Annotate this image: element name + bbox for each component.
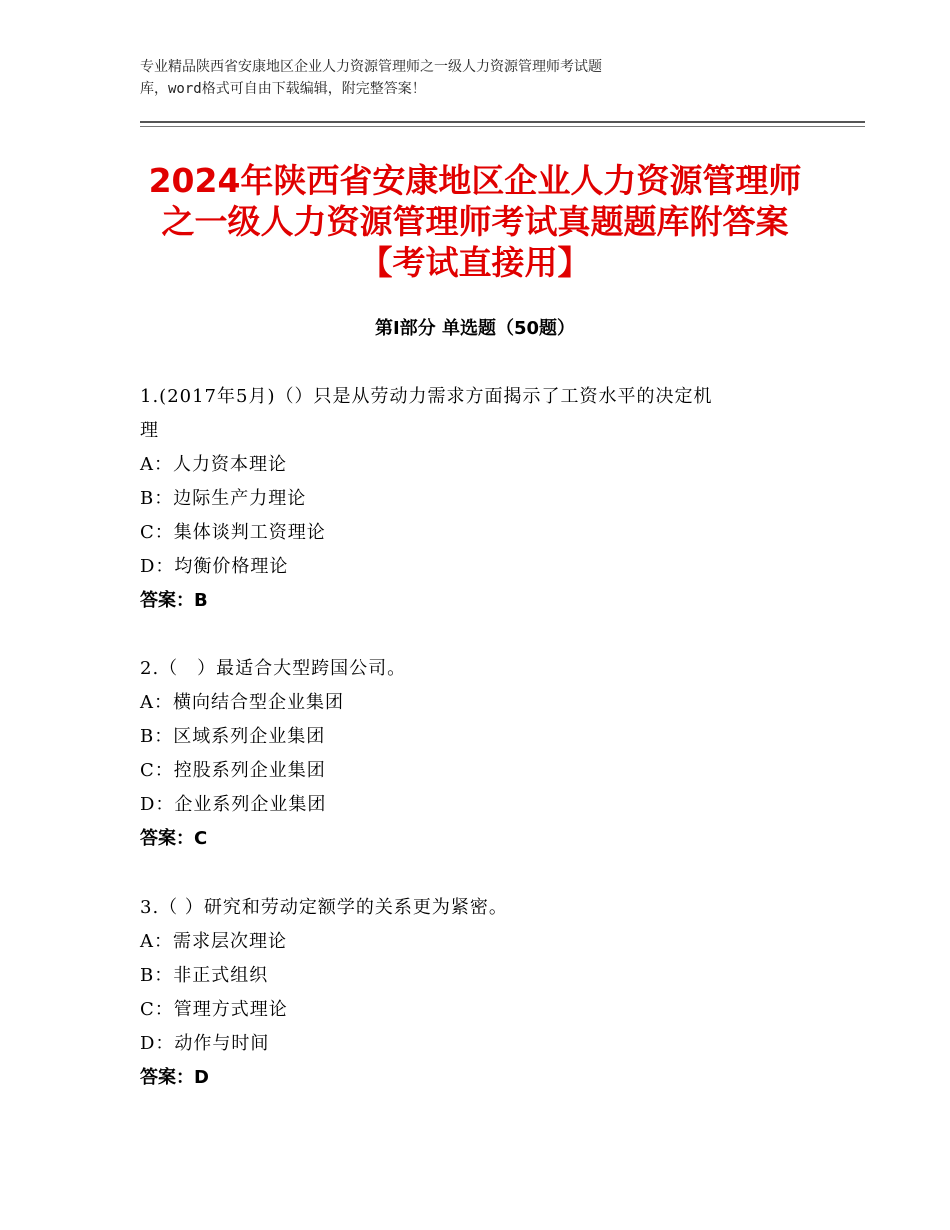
- question-2-stem: 2.（ ）最适合大型跨国公司。: [140, 658, 407, 679]
- header-note-line-2: 库，word格式可自由下载编辑，附完整答案！: [140, 81, 426, 97]
- document-title-line-1: 2024年陕西省安康地区企业人力资源管理师: [148, 161, 802, 200]
- question-2: [140, 652, 840, 856]
- question-3-option-d: D：动作与时间: [140, 1033, 270, 1054]
- question-1-option-d: D：均衡价格理论: [140, 556, 289, 577]
- question-1: [140, 380, 840, 618]
- document-title: [100, 160, 850, 283]
- question-3-answer: 答案：D: [140, 1067, 209, 1088]
- question-1-stem: 1.(2017年5月)（）只是从劳动力需求方面揭示了工资水平的决定机: [140, 386, 713, 407]
- question-1-option-a: A：人力资本理论: [140, 454, 287, 475]
- document-title-line-3: 【考试直接用】: [359, 243, 591, 282]
- question-3-stem: 3.（ ）研究和劳动定额学的关系更为紧密。: [140, 897, 508, 918]
- question-2-option-b: B：区域系列企业集团: [140, 726, 326, 747]
- question-1-option-b: B：边际生产力理论: [140, 488, 307, 509]
- question-3: [140, 891, 840, 1095]
- document-title-line-2: 之一级人力资源管理师考试真题题库附答案: [161, 202, 789, 241]
- question-2-answer: 答案：C: [140, 828, 208, 849]
- question-1-answer: 答案：B: [140, 590, 208, 611]
- section-heading: 第Ⅰ部分 单选题（50题）: [374, 318, 575, 339]
- question-2-option-a: A：横向结合型企业集团: [140, 692, 344, 713]
- question-3-option-a: A：需求层次理论: [140, 931, 287, 952]
- header-note: [140, 56, 780, 100]
- question-3-option-b: B：非正式组织: [140, 965, 269, 986]
- question-2-option-c: C：控股系列企业集团: [140, 760, 326, 781]
- header-rule-thin: [140, 126, 865, 127]
- header-rule-thick: [140, 121, 865, 123]
- question-2-option-d: D：企业系列企业集团: [140, 794, 327, 815]
- header-note-line-1: 专业精品陕西省安康地区企业人力资源管理师之一级人力资源管理师考试题: [140, 59, 602, 75]
- question-3-option-c: C：管理方式理论: [140, 999, 288, 1020]
- question-1-option-c: C：集体谈判工资理论: [140, 522, 326, 543]
- question-1-stem-cont: 理: [140, 420, 159, 441]
